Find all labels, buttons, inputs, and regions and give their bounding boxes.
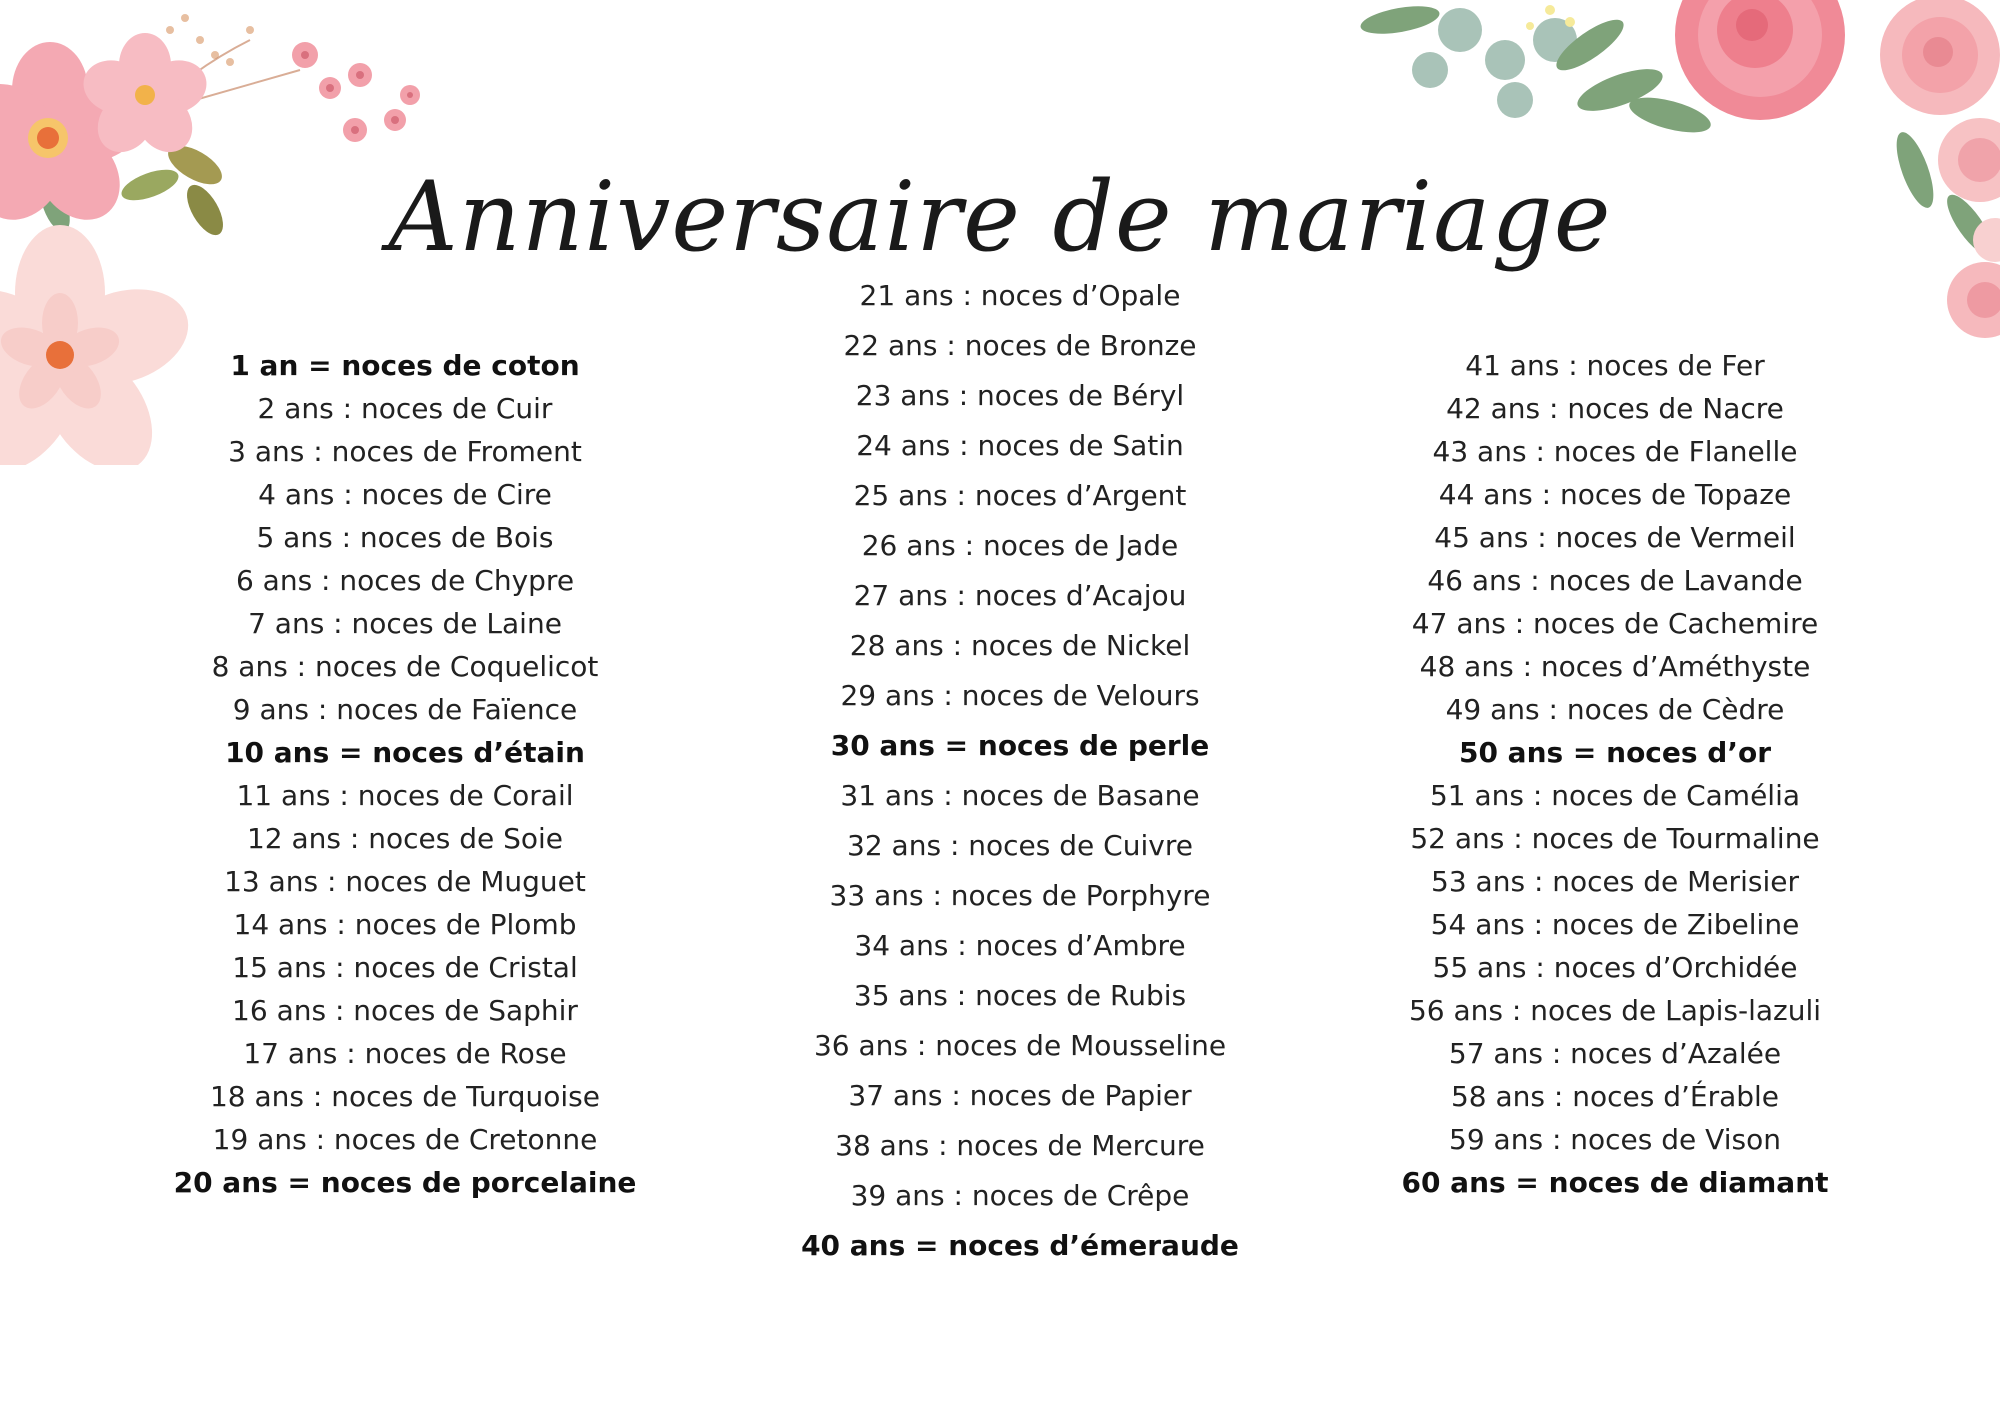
anniversary-item: 38 ans : noces de Mercure	[835, 1129, 1205, 1162]
anniversary-item: 37 ans : noces de Papier	[848, 1079, 1192, 1112]
anniversary-item: 59 ans : noces de Vison	[1449, 1123, 1781, 1156]
anniversary-item: 3 ans : noces de Froment	[228, 435, 582, 468]
anniversary-item: 18 ans : noces de Turquoise	[209, 1080, 600, 1113]
anniversary-item: 53 ans : noces de Merisier	[1431, 865, 1799, 898]
anniversary-item: 31 ans : noces de Basane	[840, 779, 1200, 812]
anniversary-item: 41 ans : noces de Fer	[1465, 349, 1765, 382]
anniversary-item: 57 ans : noces d’Azalée	[1448, 1037, 1782, 1070]
anniversary-item: 52 ans : noces de Tourmaline	[1410, 822, 1820, 855]
anniversary-item: 49 ans : noces de Cèdre	[1445, 693, 1785, 726]
anniversary-item: 51 ans : noces de Camélia	[1429, 779, 1801, 812]
page-title: Anniversaire de mariage	[388, 161, 1612, 274]
anniversary-item: 21 ans : noces d’Opale	[859, 279, 1181, 312]
anniversary-item: 12 ans : noces de Soie	[246, 822, 564, 855]
milestone-anniversary-item: 10 ans = noces d’étain	[225, 736, 585, 769]
milestone-anniversary-item: 60 ans = noces de diamant	[1401, 1166, 1829, 1199]
milestone-anniversary-item: 30 ans = noces de perle	[830, 729, 1210, 762]
milestone-anniversary-item: 1 an = noces de coton	[230, 349, 580, 382]
anniversary-item: 29 ans : noces de Velours	[840, 679, 1200, 712]
anniversary-item: 5 ans : noces de Bois	[256, 521, 554, 554]
anniversary-item: 24 ans : noces de Satin	[856, 429, 1184, 462]
anniversary-item: 2 ans : noces de Cuir	[257, 392, 553, 425]
anniversary-item: 56 ans : noces de Lapis-lazuli	[1408, 994, 1822, 1027]
anniversary-item: 8 ans : noces de Coquelicot	[211, 650, 599, 683]
anniversary-item: 34 ans : noces d’Ambre	[854, 929, 1186, 962]
anniversary-item: 26 ans : noces de Jade	[861, 529, 1179, 562]
anniversary-item: 9 ans : noces de Faïence	[232, 693, 578, 726]
anniversary-item: 43 ans : noces de Flanelle	[1432, 435, 1798, 468]
anniversary-item: 17 ans : noces de Rose	[243, 1037, 567, 1070]
anniversary-item: 25 ans : noces d’Argent	[853, 479, 1187, 512]
anniversary-item: 27 ans : noces d’Acajou	[853, 579, 1187, 612]
anniversary-item: 47 ans : noces de Cachemire	[1411, 607, 1819, 640]
anniversary-item: 39 ans : noces de Crêpe	[850, 1179, 1190, 1212]
anniversary-item: 46 ans : noces de Lavande	[1427, 564, 1803, 597]
anniversary-item: 33 ans : noces de Porphyre	[829, 879, 1211, 912]
anniversary-item: 6 ans : noces de Chypre	[235, 564, 575, 597]
anniversary-item: 36 ans : noces de Mousseline	[813, 1029, 1227, 1062]
milestone-anniversary-item: 50 ans = noces d’or	[1458, 736, 1772, 769]
milestone-anniversary-item: 20 ans = noces de porcelaine	[173, 1166, 637, 1199]
anniversary-item: 32 ans : noces de Cuivre	[847, 829, 1193, 862]
anniversary-item: 44 ans : noces de Topaze	[1438, 478, 1792, 511]
anniversary-item: 35 ans : noces de Rubis	[853, 979, 1187, 1012]
anniversary-item: 54 ans : noces de Zibeline	[1430, 908, 1800, 941]
anniversary-item: 22 ans : noces de Bronze	[843, 329, 1197, 362]
anniversary-item: 7 ans : noces de Laine	[248, 607, 562, 640]
anniversary-item: 42 ans : noces de Nacre	[1446, 392, 1784, 425]
anniversary-item: 14 ans : noces de Plomb	[233, 908, 577, 941]
anniversary-item: 28 ans : noces de Nickel	[849, 629, 1191, 662]
anniversary-item: 16 ans : noces de Saphir	[232, 994, 578, 1027]
anniversary-item: 13 ans : noces de Muguet	[224, 865, 586, 898]
anniversary-item: 15 ans : noces de Cristal	[232, 951, 578, 984]
milestone-anniversary-item: 40 ans = noces d’émeraude	[801, 1229, 1239, 1262]
anniversary-item: 4 ans : noces de Cire	[258, 478, 552, 511]
anniversary-item: 19 ans : noces de Cretonne	[212, 1123, 598, 1156]
anniversary-item: 58 ans : noces d’Érable	[1450, 1080, 1780, 1113]
anniversary-item: 48 ans : noces d’Améthyste	[1419, 650, 1811, 683]
anniversary-item: 11 ans : noces de Corail	[236, 779, 574, 812]
anniversary-item: 55 ans : noces d’Orchidée	[1432, 951, 1798, 984]
anniversary-item: 45 ans : noces de Vermeil	[1434, 521, 1796, 554]
anniversary-item: 23 ans : noces de Béryl	[855, 379, 1185, 412]
